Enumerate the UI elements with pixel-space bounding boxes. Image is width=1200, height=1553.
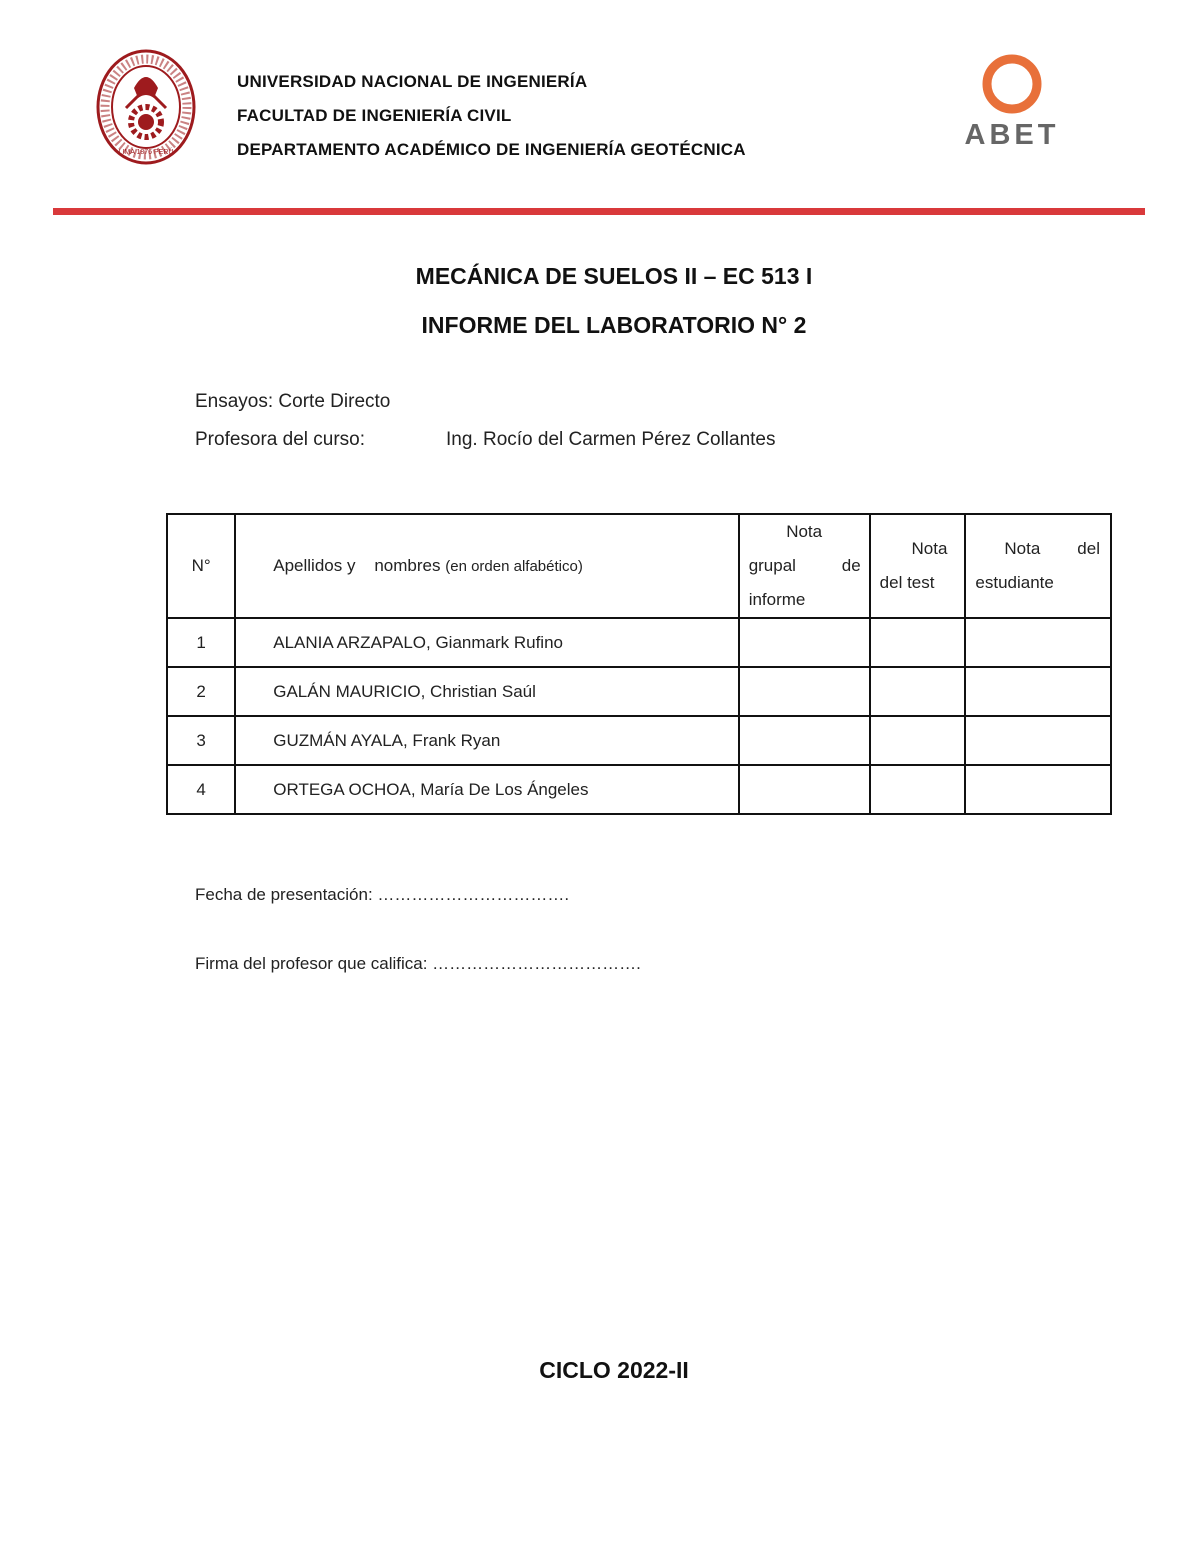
header-test-grade-line1: Nota bbox=[911, 539, 948, 558]
row-group-grade[interactable] bbox=[739, 667, 870, 716]
row-test-grade[interactable] bbox=[870, 618, 966, 667]
header-student-grade-line1: Nota del bbox=[1004, 539, 1100, 558]
header-group-grade bbox=[739, 514, 870, 618]
header-student-grade bbox=[965, 514, 1111, 618]
department-name: DEPARTAMENTO ACADÉMICO DE INGENIERÍA GEOTÉCNICA bbox=[237, 140, 746, 159]
course-title: MECÁNICA DE SUELOS II – EC 513 I bbox=[415, 263, 813, 289]
professor-signature-line: Firma del profesor que califica: ………………………………. bbox=[195, 954, 641, 973]
university-name: UNIVERSIDAD NACIONAL DE INGENIERÍA bbox=[237, 72, 588, 91]
header-student-grade-line2: estudiante bbox=[975, 573, 1054, 592]
row-test-grade[interactable] bbox=[870, 765, 966, 814]
table-header-row bbox=[167, 514, 1111, 618]
submission-date-line: Fecha de presentación: ……………………………. bbox=[195, 885, 570, 904]
header-name-note: (en orden alfabético) bbox=[445, 558, 583, 575]
header-num: N° bbox=[167, 514, 235, 618]
header-test-grade-line2: del test bbox=[879, 573, 935, 592]
abet-logo-text: ABET bbox=[964, 119, 1060, 151]
row-group-grade[interactable] bbox=[739, 765, 870, 814]
header-group-grade-line3: informe bbox=[748, 590, 806, 609]
header-group-grade-line1: Nota bbox=[786, 522, 823, 541]
row-num: 1 bbox=[167, 618, 235, 667]
table-row bbox=[167, 765, 1111, 814]
row-name: GALÁN MAURICIO, Christian Saúl bbox=[235, 667, 738, 716]
row-group-grade[interactable] bbox=[739, 618, 870, 667]
tests-line: Ensayos: Corte Directo bbox=[195, 391, 391, 412]
header-name-main: Apellidos y nombres bbox=[273, 556, 441, 575]
row-num: 2 bbox=[167, 667, 235, 716]
grades-table bbox=[166, 513, 1112, 815]
seal-year-text: LIMA 1876 PERÚ bbox=[118, 149, 174, 156]
header-divider bbox=[53, 208, 1145, 215]
header-test-grade bbox=[870, 514, 966, 618]
abet-logo bbox=[962, 52, 1062, 152]
row-test-grade[interactable] bbox=[870, 716, 966, 765]
header-name bbox=[235, 514, 738, 618]
row-student-grade[interactable] bbox=[965, 716, 1111, 765]
professor-line bbox=[195, 429, 776, 451]
row-name: ORTEGA OCHOA, María De Los Ángeles bbox=[235, 765, 738, 814]
row-name: ALANIA ARZAPALO, Gianmark Rufino bbox=[235, 618, 738, 667]
row-test-grade[interactable] bbox=[870, 667, 966, 716]
academic-cycle: CICLO 2022-II bbox=[539, 1357, 689, 1383]
university-seal-logo bbox=[96, 48, 196, 166]
row-num: 4 bbox=[167, 765, 235, 814]
table-row bbox=[167, 618, 1111, 667]
professor-name: Ing. Rocío del Carmen Pérez Collantes bbox=[446, 429, 776, 450]
table-row bbox=[167, 667, 1111, 716]
header-group-grade-line2: grupal de bbox=[748, 556, 861, 575]
row-student-grade[interactable] bbox=[965, 765, 1111, 814]
row-student-grade[interactable] bbox=[965, 618, 1111, 667]
row-name: GUZMÁN AYALA, Frank Ryan bbox=[235, 716, 738, 765]
row-num: 3 bbox=[167, 716, 235, 765]
row-student-grade[interactable] bbox=[965, 667, 1111, 716]
table-row bbox=[167, 716, 1111, 765]
report-title: INFORME DEL LABORATORIO N° 2 bbox=[421, 312, 807, 338]
row-group-grade[interactable] bbox=[739, 716, 870, 765]
faculty-name: FACULTAD DE INGENIERÍA CIVIL bbox=[237, 106, 512, 125]
professor-label: Profesora del curso: bbox=[195, 429, 366, 450]
